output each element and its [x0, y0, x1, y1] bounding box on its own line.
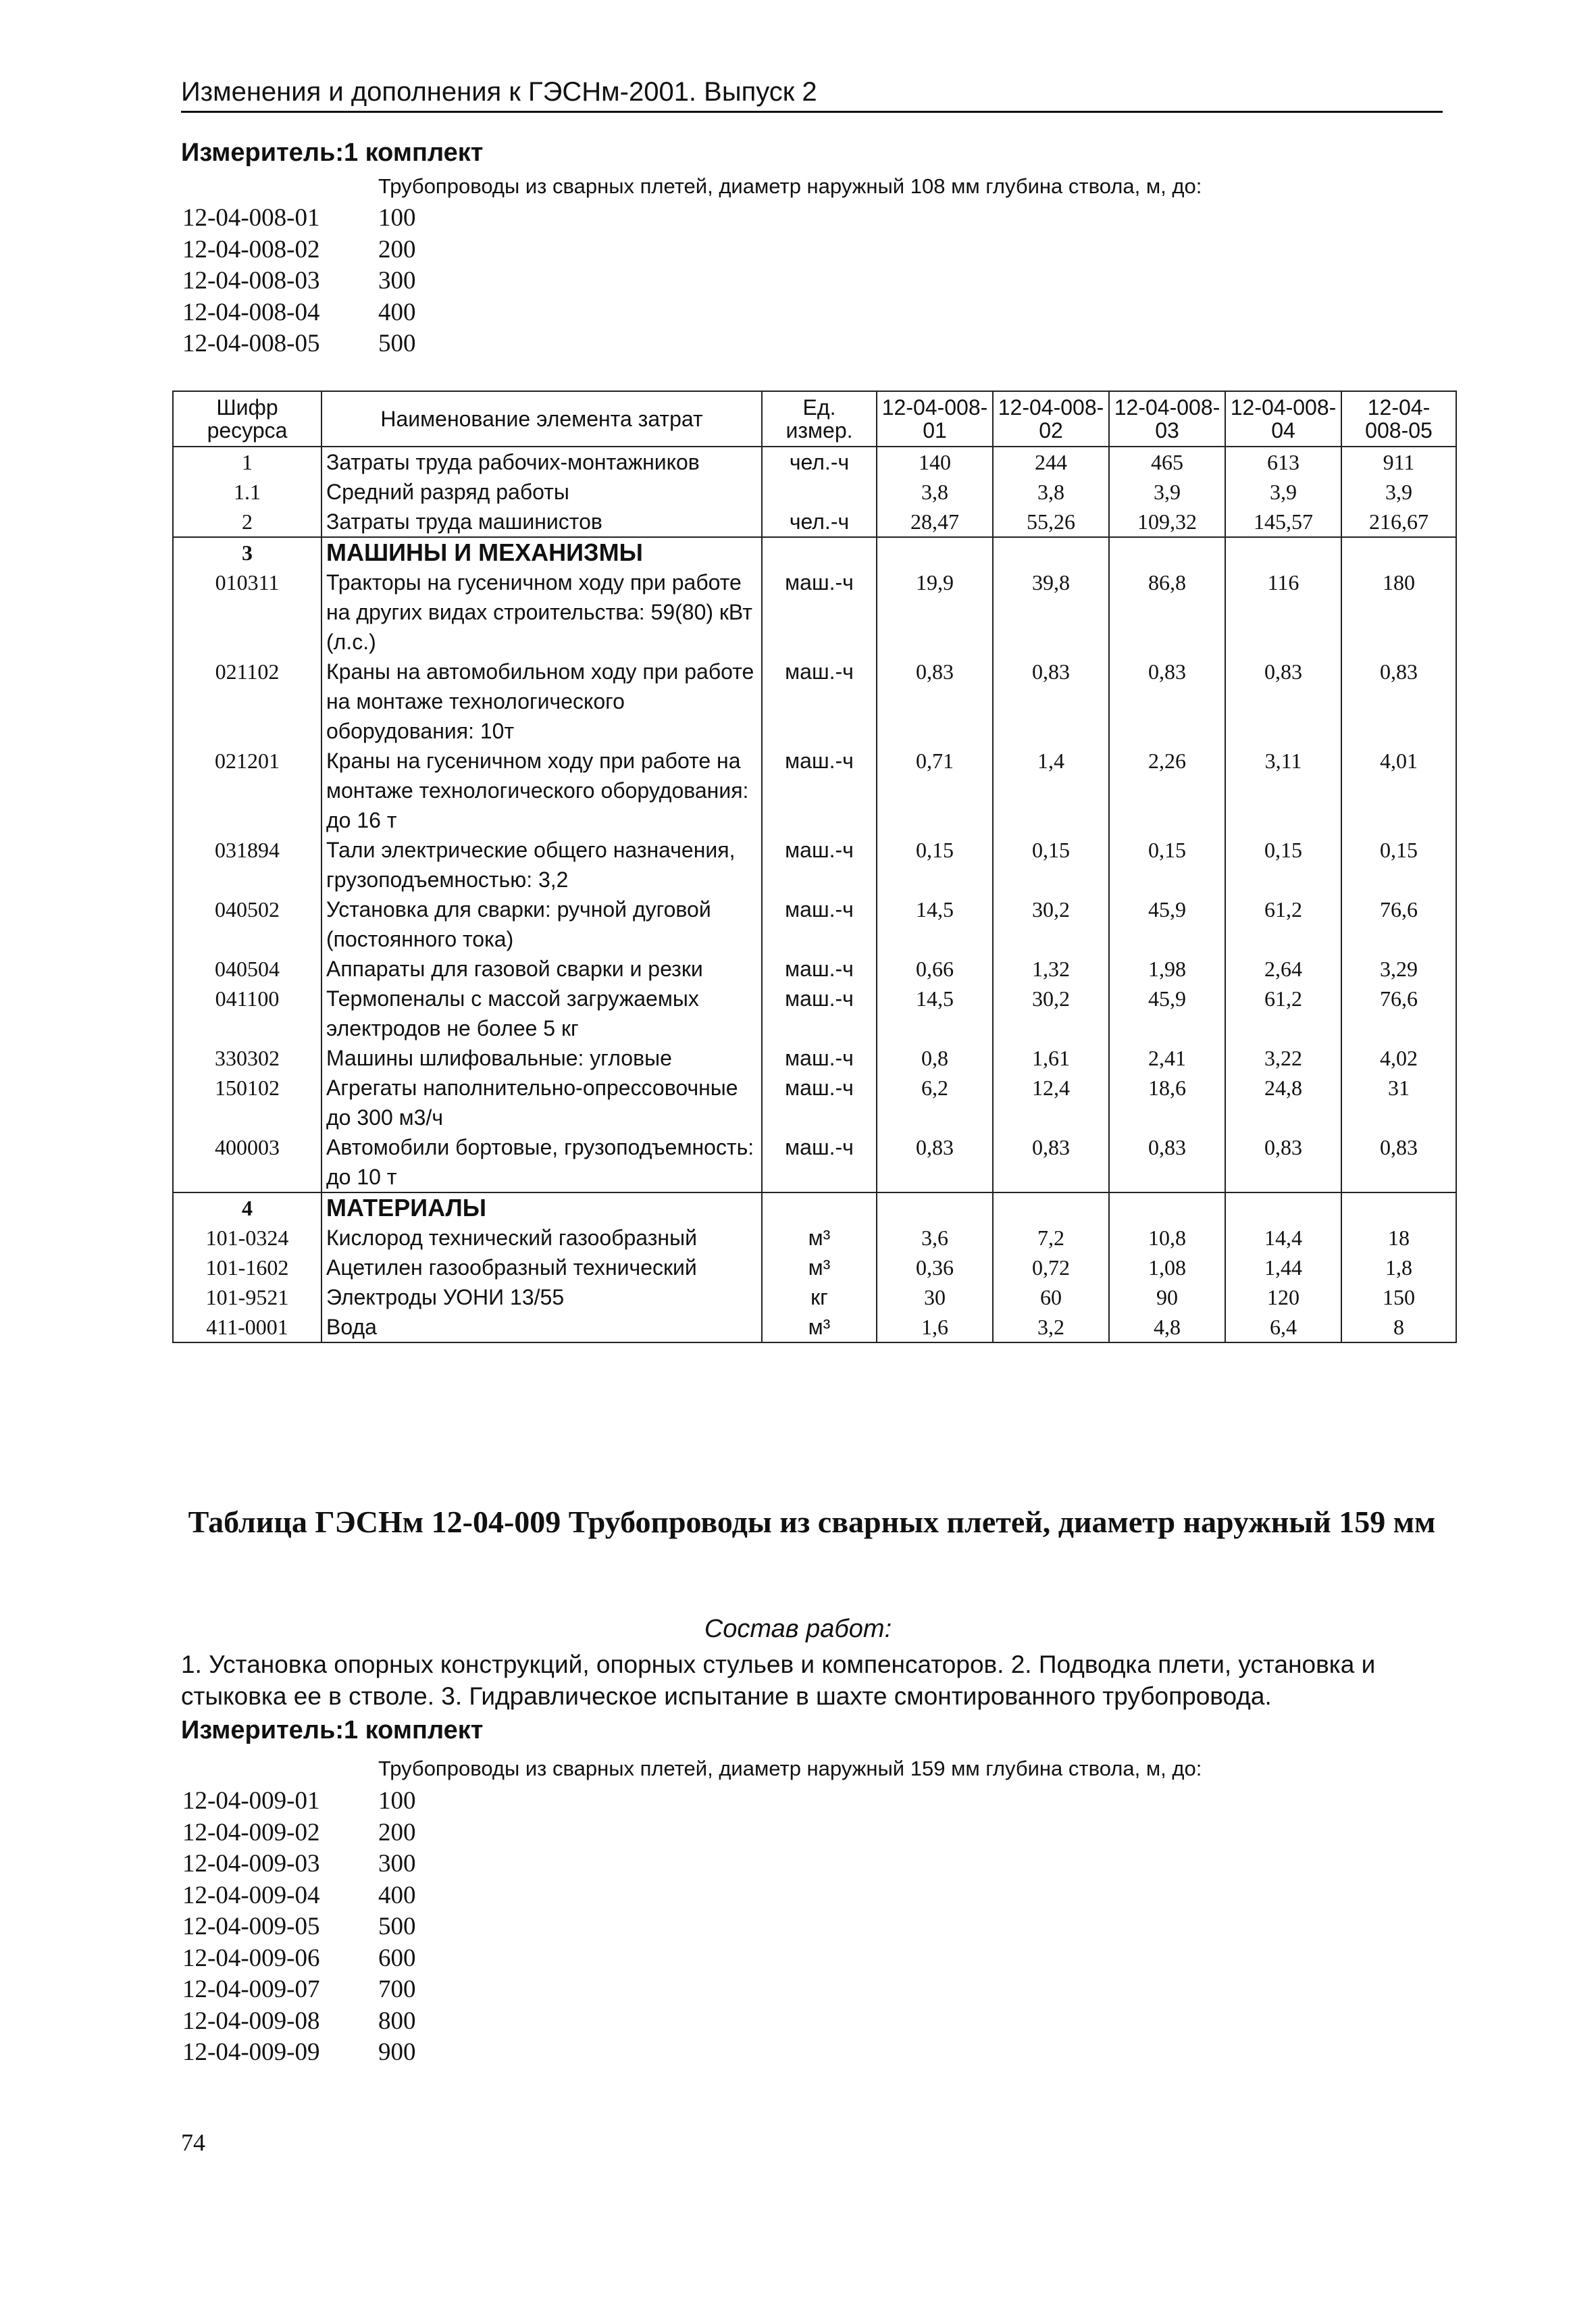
cell-value: 39,8: [993, 568, 1109, 657]
cell-unit: маш.-ч: [762, 954, 877, 984]
code-list-item: [182, 234, 416, 266]
item-depth: 700: [378, 1976, 416, 2003]
item-depth: 800: [378, 2007, 416, 2035]
table-row: [173, 477, 1456, 507]
cell-value: 3,2: [993, 1312, 1109, 1342]
cell-value: 12,4: [993, 1073, 1109, 1132]
cell-code: 101-1602: [173, 1253, 321, 1282]
cell-unit: маш.-ч: [762, 835, 877, 895]
item-depth: 300: [378, 1850, 416, 1878]
cell-value: 109,32: [1109, 507, 1225, 537]
cell-name: Электроды УОНИ 13/55: [321, 1282, 762, 1312]
cell-unit: [762, 1192, 877, 1223]
cell-value: 7,2: [993, 1223, 1109, 1253]
cell-unit: маш.-ч: [762, 568, 877, 657]
cell-value: 60: [993, 1282, 1109, 1312]
cell-value: 3,6: [877, 1223, 993, 1253]
cell-value: 14,4: [1225, 1223, 1341, 1253]
cell-value: 8: [1341, 1312, 1456, 1342]
cell-value: 0,8: [877, 1043, 993, 1073]
cell-value: 3,9: [1341, 477, 1456, 507]
cell-unit: маш.-ч: [762, 746, 877, 835]
item-depth: 300: [378, 267, 416, 295]
meter-label-1: Измеритель:1 комплект: [181, 139, 484, 167]
cell-value: [993, 1192, 1109, 1223]
section-row: [173, 537, 1456, 568]
item-code: 12-04-008-02: [182, 235, 320, 263]
item-code: 12-04-009-08: [182, 2007, 320, 2035]
cell-value: 28,47: [877, 507, 993, 537]
cell-unit: [762, 477, 877, 507]
cell-value: 2,64: [1225, 954, 1341, 984]
cell-unit: маш.-ч: [762, 895, 877, 954]
cell-value: 14,5: [877, 984, 993, 1043]
cell-value: 216,67: [1341, 507, 1456, 537]
table-row: [173, 746, 1456, 835]
meter-description-1: Трубопроводы из сварных плетей, диаметр наружный 108 мм глубина ствола, м, до:: [378, 174, 1202, 198]
header-col-5: 12-04-008-05: [1341, 391, 1456, 447]
item-code: 12-04-009-07: [182, 1976, 320, 2003]
cell-name: МАШИНЫ И МЕХАНИЗМЫ: [321, 537, 762, 568]
item-code: 12-04-009-01: [182, 1787, 320, 1815]
cell-value: 76,6: [1341, 984, 1456, 1043]
item-code: 12-04-009-06: [182, 1944, 320, 1972]
cell-value: 244: [993, 447, 1109, 477]
table-title: Таблица ГЭСНм 12-04-009 Трубопроводы из сварных плетей, диаметр наружный 159 мм: [188, 1505, 1436, 1539]
cell-code: 021102: [173, 657, 321, 746]
cell-value: 6,4: [1225, 1312, 1341, 1342]
cell-code: 150102: [173, 1073, 321, 1132]
cell-value: 145,57: [1225, 507, 1341, 537]
table-body: [173, 447, 1456, 1342]
cell-code: 040502: [173, 895, 321, 954]
table-row: [173, 1073, 1456, 1132]
item-depth: 900: [378, 2038, 416, 2066]
cell-value: [877, 1192, 993, 1223]
cell-code: 1: [173, 447, 321, 477]
cell-value: 3,9: [1109, 477, 1225, 507]
cell-value: 4,8: [1109, 1312, 1225, 1342]
cell-name: Тракторы на гусеничном ходу при работе на других видах строительства: 59(80) кВт (л.с.): [321, 568, 762, 657]
cell-value: 31: [1341, 1073, 1456, 1132]
cell-value: 4,02: [1341, 1043, 1456, 1073]
cell-value: 0,15: [1225, 835, 1341, 895]
item-depth: 400: [378, 1881, 416, 1909]
item-code: 12-04-009-09: [182, 2038, 320, 2066]
cell-value: 18,6: [1109, 1073, 1225, 1132]
cell-value: [1341, 1192, 1456, 1223]
code-list-item: [182, 1911, 416, 1943]
composition-text: 1. Установка опорных конструкций, опорных стульев и компенсаторов. 2. Подводка плети, установка и стыковка ее в стволе. 3. Гидравлическое испытание в шахте смонтированного трубопровода.: [181, 1651, 1376, 1710]
table-row: [173, 895, 1456, 954]
cell-value: 90: [1109, 1282, 1225, 1312]
cell-value: 0,83: [993, 657, 1109, 746]
cell-value: 3,8: [877, 477, 993, 507]
code-list-item: [182, 1974, 416, 2006]
cell-value: [993, 537, 1109, 568]
code-list-item: [182, 1786, 416, 1817]
cell-code: 010311: [173, 568, 321, 657]
page-number: 74: [181, 2129, 205, 2156]
code-list-item: [182, 266, 416, 297]
cell-code: 021201: [173, 746, 321, 835]
cell-unit: чел.-ч: [762, 507, 877, 537]
table-row: [173, 1253, 1456, 1282]
table-row: [173, 954, 1456, 984]
code-list-item: [182, 297, 416, 329]
code-list-item: [182, 1817, 416, 1849]
cell-value: 55,26: [993, 507, 1109, 537]
cell-code: 400003: [173, 1132, 321, 1192]
code-list-item: [182, 2037, 416, 2069]
item-depth: 100: [378, 1787, 416, 1815]
cell-value: 0,83: [1109, 657, 1225, 746]
item-code: 12-04-009-03: [182, 1850, 320, 1878]
cell-value: 613: [1225, 447, 1341, 477]
table-row: [173, 984, 1456, 1043]
code-list-item: [182, 1943, 416, 1975]
cell-unit: м³: [762, 1223, 877, 1253]
cell-value: 3,29: [1341, 954, 1456, 984]
cell-unit: маш.-ч: [762, 984, 877, 1043]
cell-value: 465: [1109, 447, 1225, 477]
cell-value: 86,8: [1109, 568, 1225, 657]
cell-value: 0,15: [1341, 835, 1456, 895]
cell-unit: маш.-ч: [762, 657, 877, 746]
cell-value: 0,83: [1225, 1132, 1341, 1192]
code-list-item: [182, 203, 416, 234]
item-depth: 500: [378, 1913, 416, 1940]
cell-value: 0,15: [877, 835, 993, 895]
cell-value: 0,72: [993, 1253, 1109, 1282]
cell-code: 040504: [173, 954, 321, 984]
code-list-item: [182, 1880, 416, 1912]
cell-code: 101-0324: [173, 1223, 321, 1253]
table-row: [173, 835, 1456, 895]
cell-unit: кг: [762, 1282, 877, 1312]
table-row: [173, 657, 1456, 746]
header-col-1: 12-04-008-01: [877, 391, 993, 447]
cell-value: 14,5: [877, 895, 993, 954]
cell-name: Средний разряд работы: [321, 477, 762, 507]
cell-unit: маш.-ч: [762, 1073, 877, 1132]
cell-value: 0,83: [993, 1132, 1109, 1192]
item-depth: 600: [378, 1944, 416, 1972]
cell-value: 0,83: [1341, 1132, 1456, 1192]
cell-value: 1,6: [877, 1312, 993, 1342]
cell-value: [877, 537, 993, 568]
cell-code: 2: [173, 507, 321, 537]
cell-name: МАТЕРИАЛЫ: [321, 1192, 762, 1223]
cell-name: Вода: [321, 1312, 762, 1342]
cell-name: Краны на гусеничном ходу при работе на монтаже технологического оборудования: до 16 т: [321, 746, 762, 835]
cell-value: 0,15: [993, 835, 1109, 895]
cell-value: 45,9: [1109, 895, 1225, 954]
cell-value: 2,26: [1109, 746, 1225, 835]
table-row: [173, 507, 1456, 537]
cell-value: 19,9: [877, 568, 993, 657]
cell-value: 1,32: [993, 954, 1109, 984]
cell-value: 0,83: [877, 1132, 993, 1192]
header-col-2: 12-04-008-02: [993, 391, 1109, 447]
cell-code: 3: [173, 537, 321, 568]
cell-value: 1,4: [993, 746, 1109, 835]
cell-name: Установка для сварки: ручной дуговой (постоянного тока): [321, 895, 762, 954]
code-list-item: [182, 2006, 416, 2038]
cell-code: 1.1: [173, 477, 321, 507]
cell-value: 3,9: [1225, 477, 1341, 507]
header-col-4: 12-04-008-04: [1225, 391, 1341, 447]
item-code: 12-04-008-01: [182, 204, 320, 232]
item-code: 12-04-008-04: [182, 298, 320, 326]
cell-name: Автомобили бортовые, грузоподъемность: до 10 т: [321, 1132, 762, 1192]
item-code: 12-04-008-05: [182, 330, 320, 357]
cell-value: 911: [1341, 447, 1456, 477]
cell-value: 10,8: [1109, 1223, 1225, 1253]
table-row: [173, 1312, 1456, 1342]
cell-value: [1225, 1192, 1341, 1223]
cell-unit: маш.-ч: [762, 1043, 877, 1073]
page-header: Изменения и дополнения к ГЭСНм-2001. Выпуск 2: [181, 76, 1443, 113]
cell-value: [1341, 537, 1456, 568]
cell-value: 150: [1341, 1282, 1456, 1312]
cell-value: [1109, 537, 1225, 568]
cell-code: 031894: [173, 835, 321, 895]
table-row: [173, 568, 1456, 657]
cell-value: 45,9: [1109, 984, 1225, 1043]
cell-name: Затраты труда рабочих-монтажников: [321, 447, 762, 477]
table-row: [173, 1043, 1456, 1073]
cell-value: 30,2: [993, 984, 1109, 1043]
table-row: [173, 1282, 1456, 1312]
cell-value: 3,8: [993, 477, 1109, 507]
code-list-2: [182, 1786, 416, 2069]
item-code: 12-04-009-05: [182, 1913, 320, 1940]
cell-value: 1,8: [1341, 1253, 1456, 1282]
cell-unit: м³: [762, 1253, 877, 1282]
cell-value: 180: [1341, 568, 1456, 657]
cell-name: Термопеналы с массой загружаемых электродов не более 5 кг: [321, 984, 762, 1043]
cell-value: 0,83: [1109, 1132, 1225, 1192]
cell-value: 140: [877, 447, 993, 477]
cell-value: 3,22: [1225, 1043, 1341, 1073]
cell-name: Агрегаты наполнительно-опрессовочные до 300 м3/ч: [321, 1073, 762, 1132]
cell-value: 0,83: [1341, 657, 1456, 746]
cell-value: 4,01: [1341, 746, 1456, 835]
cell-value: [1109, 1192, 1225, 1223]
cell-code: 041100: [173, 984, 321, 1043]
item-code: 12-04-009-02: [182, 1818, 320, 1846]
cell-value: 61,2: [1225, 895, 1341, 954]
item-code: 12-04-008-03: [182, 267, 320, 295]
cell-code: 411-0001: [173, 1312, 321, 1342]
header-code: Шифр ресурса: [173, 391, 321, 447]
meter-description-2: Трубопроводы из сварных плетей, диаметр наружный 159 мм глубина ствола, м, до:: [378, 1757, 1202, 1780]
cell-value: 61,2: [1225, 984, 1341, 1043]
cell-unit: м³: [762, 1312, 877, 1342]
section-row: [173, 1192, 1456, 1223]
cell-value: 0,71: [877, 746, 993, 835]
table-header-row: [173, 391, 1456, 447]
table-row: [173, 1223, 1456, 1253]
item-depth: 500: [378, 330, 416, 357]
composition-label: Состав работ:: [704, 1615, 892, 1643]
cell-value: 120: [1225, 1282, 1341, 1312]
cell-value: 0,36: [877, 1253, 993, 1282]
cell-value: 3,11: [1225, 746, 1341, 835]
item-depth: 200: [378, 235, 416, 263]
cell-name: Машины шлифовальные: угловые: [321, 1043, 762, 1073]
item-code: 12-04-009-04: [182, 1881, 320, 1909]
cell-value: 30,2: [993, 895, 1109, 954]
cell-value: 1,44: [1225, 1253, 1341, 1282]
code-list-item: [182, 1848, 416, 1880]
meter-label-2: Измеритель:1 комплект: [181, 1716, 484, 1744]
cell-value: 18: [1341, 1223, 1456, 1253]
cell-code: 4: [173, 1192, 321, 1223]
cell-value: 30: [877, 1282, 993, 1312]
table-row: [173, 1132, 1456, 1192]
cell-unit: чел.-ч: [762, 447, 877, 477]
cell-value: 24,8: [1225, 1073, 1341, 1132]
cell-value: 0,66: [877, 954, 993, 984]
cell-value: 116: [1225, 568, 1341, 657]
header-col-3: 12-04-008-03: [1109, 391, 1225, 447]
cell-value: 2,41: [1109, 1043, 1225, 1073]
cell-name: Краны на автомобильном ходу при работе на монтаже технологического оборудования: 10т: [321, 657, 762, 746]
code-list-item: [182, 328, 416, 360]
cell-value: 1,61: [993, 1043, 1109, 1073]
cell-value: 1,08: [1109, 1253, 1225, 1282]
item-depth: 400: [378, 298, 416, 326]
cell-value: 0,83: [1225, 657, 1341, 746]
table-row: [173, 447, 1456, 477]
cell-value: [1225, 537, 1341, 568]
cell-name: Кислород технический газообразный: [321, 1223, 762, 1253]
item-depth: 100: [378, 204, 416, 232]
header-name: Наименование элемента затрат: [321, 391, 762, 447]
cell-name: Аппараты для газовой сварки и резки: [321, 954, 762, 984]
code-list-1: [182, 203, 416, 360]
resource-table: [172, 391, 1457, 1343]
cell-code: 330302: [173, 1043, 321, 1073]
cell-unit: маш.-ч: [762, 1132, 877, 1192]
cell-name: Ацетилен газообразный технический: [321, 1253, 762, 1282]
cell-value: 1,98: [1109, 954, 1225, 984]
item-depth: 200: [378, 1818, 416, 1846]
cell-unit: [762, 537, 877, 568]
cell-name: Тали электрические общего назначения, грузоподъемностью: 3,2: [321, 835, 762, 895]
header-unit: Ед. измер.: [762, 391, 877, 447]
cell-value: 6,2: [877, 1073, 993, 1132]
cell-value: 0,83: [877, 657, 993, 746]
cell-value: 0,15: [1109, 835, 1225, 895]
cell-code: 101-9521: [173, 1282, 321, 1312]
cell-name: Затраты труда машинистов: [321, 507, 762, 537]
cell-value: 76,6: [1341, 895, 1456, 954]
